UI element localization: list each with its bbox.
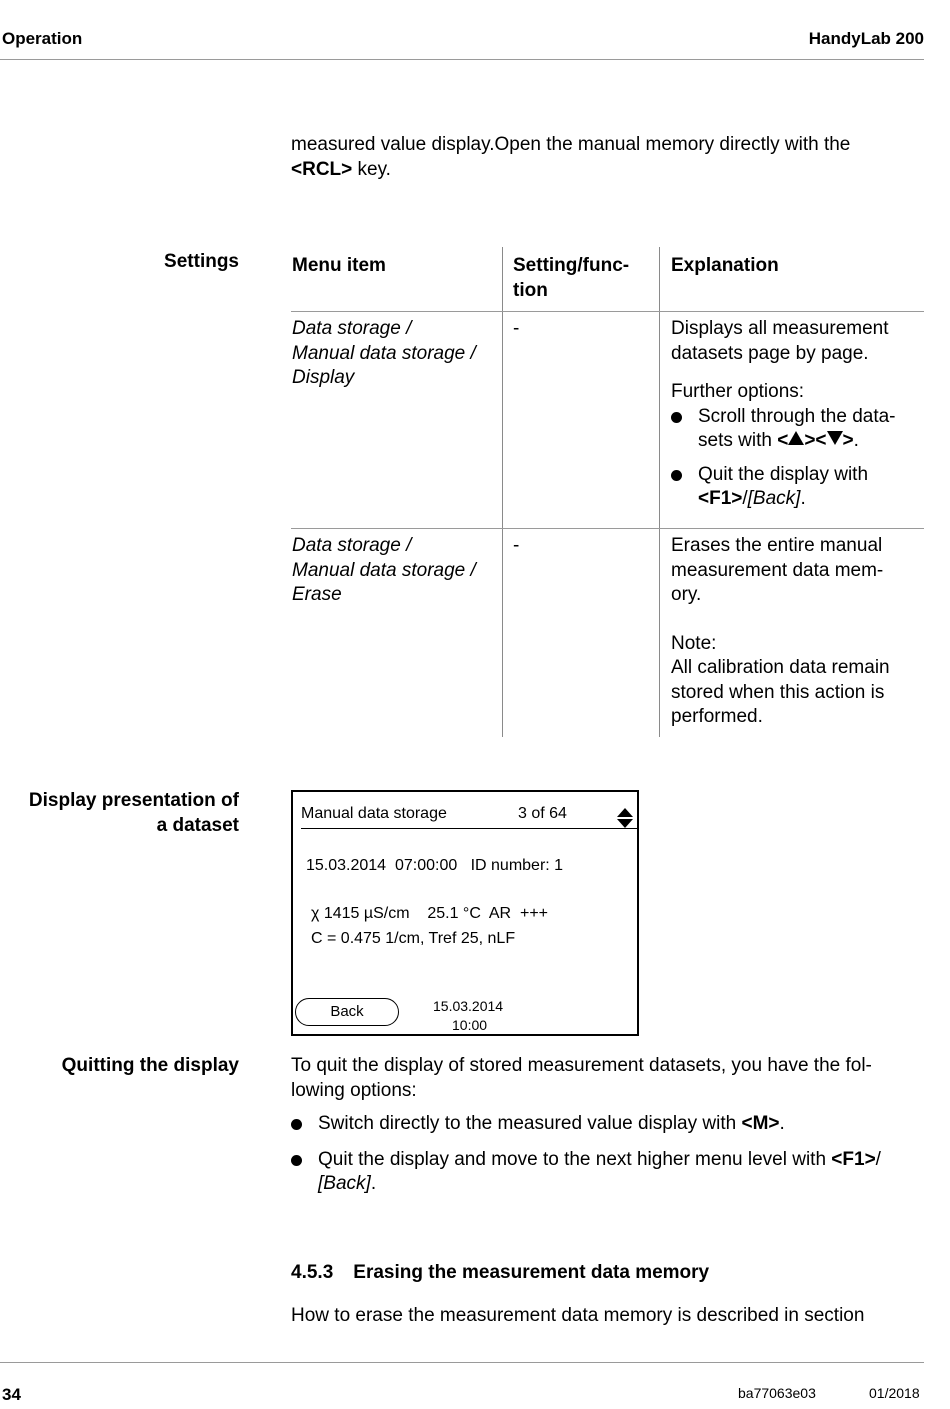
bullet-line — [698, 429, 921, 454]
bullet-quit — [671, 463, 921, 512]
f1-key: <F1> — [698, 488, 743, 509]
screen-datetime-id: 15.03.2014 07:00:00 ID number: 1 — [306, 857, 564, 874]
menu-path-line: Manual data storage / — [292, 559, 476, 581]
bullet-dot — [291, 1119, 302, 1130]
side-label-line: a dataset — [156, 814, 239, 836]
explanation-line: Erases the entire manual — [671, 535, 883, 556]
note-label: Note: — [671, 632, 717, 654]
col-header-setting-line-1: Setting/func- — [513, 255, 630, 276]
menu-path-line: Manual data storage / — [292, 342, 476, 364]
scroll-up-icon — [617, 808, 633, 817]
settings-side-label: Settings — [164, 251, 239, 272]
bullet-line: Quit the display with — [698, 463, 869, 485]
key-bracket: < — [777, 430, 789, 451]
back-softkey-button[interactable]: Back — [295, 998, 399, 1026]
explanation-erase — [671, 534, 921, 730]
setting-value: - — [513, 535, 520, 556]
running-header-section: Operation — [2, 29, 83, 48]
page-number: 34 — [2, 1385, 21, 1404]
rcl-key: <RCL> — [291, 158, 353, 180]
quitting-section — [291, 1054, 931, 1197]
quitting-paragraph-line: lowing options: — [291, 1079, 417, 1101]
screen-cell-constant: C = 0.475 1/cm, Tref 25, nLF — [311, 930, 516, 947]
screen-title-rule — [301, 828, 639, 829]
bullet-text: . — [800, 488, 806, 509]
intro-line-2 — [291, 158, 931, 183]
quitting-bullet-f1 — [291, 1148, 931, 1197]
explanation-line: ory. — [671, 584, 702, 605]
table-row-display — [291, 312, 924, 529]
menu-path-line: Erase — [292, 584, 342, 605]
table-header-row — [291, 247, 924, 312]
quitting-side-label: Quitting the display — [61, 1055, 239, 1076]
back-softkey: [Back] — [318, 1173, 371, 1194]
device-screen — [291, 790, 639, 1036]
section-title: Erasing the measurement data memory — [353, 1262, 710, 1283]
document-id: ba77063e03 — [738, 1385, 816, 1401]
bullet-text: . — [853, 430, 859, 451]
col-header-setting-line-2: tion — [513, 279, 548, 301]
section-number: 4.5.3 — [291, 1262, 334, 1283]
col-header-setting — [513, 254, 629, 303]
menu-path-erase — [292, 534, 476, 608]
quitting-paragraph-line: To quit the display of stored measurement datasets, you have the fol- — [291, 1055, 872, 1076]
quitting-bullet-m — [291, 1112, 931, 1137]
bullet-text: . — [370, 1173, 377, 1194]
col-header-menu-item: Menu item — [292, 255, 386, 276]
explanation-display — [671, 317, 921, 512]
bullet-dot — [291, 1155, 302, 1166]
back-softkey: [Back] — [747, 488, 801, 509]
bullet-text: Switch directly to the measured value display with — [318, 1113, 742, 1134]
explanation-line: Displays all measurement — [671, 318, 889, 339]
running-header-product: HandyLab 200 — [808, 29, 924, 48]
key-bracket: >< — [804, 430, 827, 451]
display-presentation-side-label — [29, 789, 239, 838]
slash: / — [742, 488, 748, 509]
bullet-dot — [671, 412, 682, 423]
intro-line-2-tail: key. — [352, 158, 391, 180]
table-row-erase — [291, 529, 924, 737]
menu-path-line: Data storage / — [292, 318, 412, 339]
further-options-label: Further options: — [671, 381, 805, 402]
footer-rule — [0, 1362, 924, 1363]
slash: / — [875, 1148, 881, 1170]
scroll-down-icon — [617, 819, 633, 828]
section-heading — [291, 1262, 709, 1284]
menu-path-line: Data storage / — [292, 535, 412, 556]
screen-page-counter: 3 of 64 — [518, 805, 567, 822]
settings-table — [291, 247, 924, 737]
up-arrow-icon — [788, 431, 804, 445]
bullet-text: . — [779, 1113, 785, 1134]
intro-paragraph — [291, 133, 931, 182]
bullet-line: Scroll through the data- — [698, 405, 896, 427]
key-bracket: > — [842, 430, 854, 451]
explanation-line: measurement data mem- — [671, 559, 884, 581]
section-text: How to erase the measurement data memory is described in section — [291, 1305, 865, 1326]
setting-value: - — [513, 318, 520, 339]
bullet-text: sets with — [698, 430, 778, 451]
bullet-line — [698, 487, 921, 512]
down-arrow-icon — [827, 431, 843, 445]
header-rule — [0, 59, 924, 60]
bullet-text: Quit the display and move to the next higher menu level with — [318, 1148, 832, 1170]
bullet-dot — [671, 470, 682, 481]
screen-footer-time: 10:00 — [452, 1017, 488, 1033]
side-label-line: Display presentation of — [28, 790, 239, 811]
arrow-keys — [777, 430, 853, 451]
m-key: <M> — [741, 1113, 780, 1134]
bullet-scroll — [671, 405, 921, 454]
note-line: All calibration data remain — [671, 657, 890, 678]
explanation-line: datasets page by page. — [671, 342, 869, 364]
document-date: 01/2018 — [869, 1385, 920, 1401]
f1-key: <F1> — [831, 1148, 876, 1170]
screen-footer-date: 15.03.2014 — [433, 998, 504, 1014]
menu-path-line: Display — [292, 367, 355, 388]
note-line: stored when this action is — [671, 681, 885, 703]
intro-line-1: measured value display.Open the manual memory directly with the — [291, 134, 851, 155]
screen-measurement: χ 1415 µS/cm 25.1 °C AR +++ — [311, 905, 549, 922]
col-header-explanation: Explanation — [671, 255, 779, 276]
menu-path-display — [292, 317, 476, 391]
note-line: performed. — [671, 706, 763, 727]
screen-title: Manual data storage — [301, 805, 447, 822]
